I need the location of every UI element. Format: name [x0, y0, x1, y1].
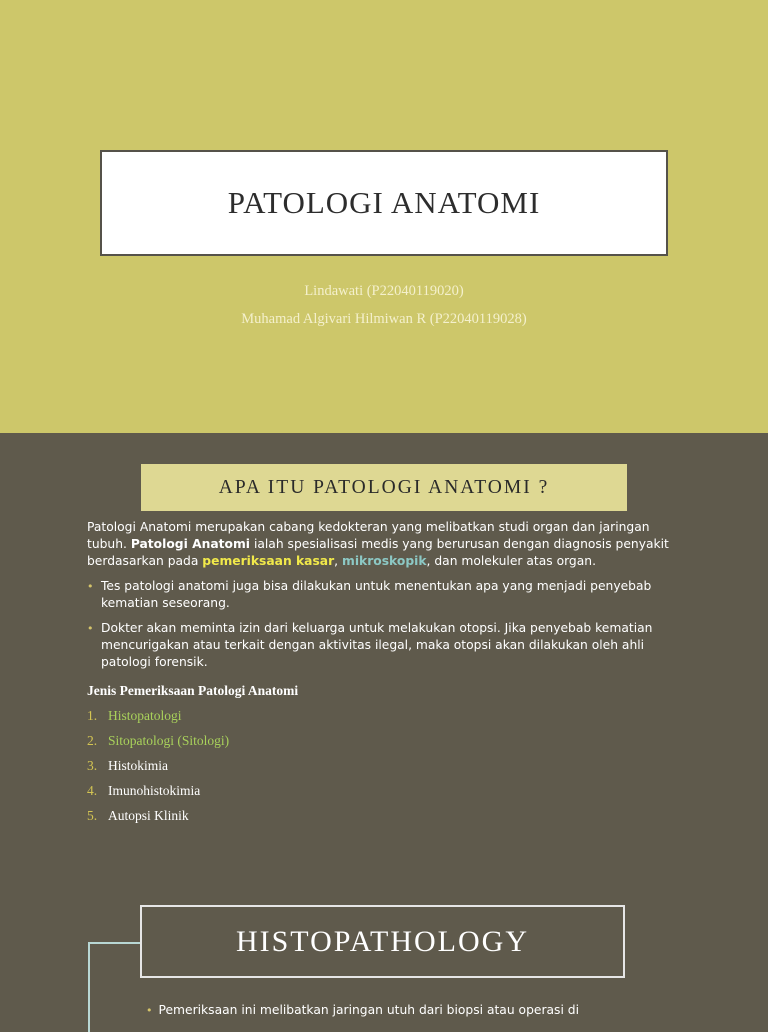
highlight-mikroskopik: mikroskopik [342, 554, 427, 568]
bullet-icon: • [146, 1004, 153, 1017]
list-item [87, 782, 229, 807]
highlight-pemeriksaan-kasar: pemeriksaan kasar [202, 554, 335, 568]
list-item [87, 578, 687, 612]
list-label: Histopatologi [108, 708, 182, 723]
definition-bullets [87, 578, 687, 671]
definition-body [87, 519, 687, 679]
intro-text-1: Patologi Anatomi merupakan cabang kedokteran yang melibatkan studi organ dan jaringan tubuh. [87, 520, 650, 551]
definition-heading: APA ITU PATOLOGI ANATOMI ? [218, 476, 550, 498]
list-label: Sitopatologi (Sitologi) [108, 733, 230, 748]
authors-block [0, 277, 768, 333]
list-number: 1. [87, 708, 98, 723]
histopathology-slide [0, 875, 768, 1024]
list-label: Histokimia [108, 758, 168, 773]
title-slide [0, 0, 768, 433]
definition-heading-box [141, 464, 627, 511]
list-number: 5. [87, 808, 98, 823]
bullet-icon: • [87, 622, 94, 635]
list-label: Imunohistokimia [108, 783, 201, 798]
intro-paragraph [87, 519, 687, 570]
title-box [100, 150, 668, 256]
exam-types-list [87, 707, 229, 832]
intro-text-2: ialah spesialisasi medis yang berurusan dengan diagnosis penyakit berdasarkan pada [87, 537, 669, 568]
decorative-line-horizontal [88, 942, 141, 944]
presentation-title: PATOLOGI ANATOMI [227, 185, 541, 220]
author-1: Lindawati (P22040119020) [304, 283, 464, 299]
intro-bold-term: Patologi Anatomi [130, 537, 251, 551]
histopathology-bullet: Pemeriksaan ini melibatkan jaringan utuh dari biopsi atau operasi di [158, 1003, 579, 1017]
bullet-text: Tes patologi anatomi juga bisa dilakukan untuk menentukan apa yang menjadi penyebab kematian seseorang. [101, 579, 652, 610]
list-item [87, 757, 229, 782]
list-item [87, 732, 229, 757]
intro-text-3: , dan molekuler atas organ. [426, 554, 596, 568]
list-item [87, 807, 229, 832]
definition-slide [0, 433, 768, 875]
bullet-icon: • [87, 580, 94, 593]
list-number: 4. [87, 783, 98, 798]
list-number: 2. [87, 733, 98, 748]
intro-separator: , [334, 554, 342, 568]
author-2: Muhamad Algivari Hilmiwan R (P22040119028) [241, 311, 527, 327]
list-item [87, 707, 229, 732]
list-number: 3. [87, 758, 98, 773]
decorative-line-vertical [88, 942, 90, 1032]
exam-types-title: Jenis Pemeriksaan Patologi Anatomi [87, 683, 299, 698]
bullet-text: Dokter akan meminta izin dari keluarga untuk melakukan otopsi. Jika penyebab kematian mencurigakan atau terkait dengan aktivitas ilegal, maka otopsi akan dilakukan oleh ahli patologi forensik. [101, 621, 653, 669]
histopathology-heading: HISTOPATHOLOGY [235, 924, 530, 958]
list-item [87, 620, 687, 671]
histopathology-heading-box [140, 905, 625, 978]
histopathology-body [146, 1002, 606, 1019]
list-label: Autopsi Klinik [108, 808, 189, 823]
